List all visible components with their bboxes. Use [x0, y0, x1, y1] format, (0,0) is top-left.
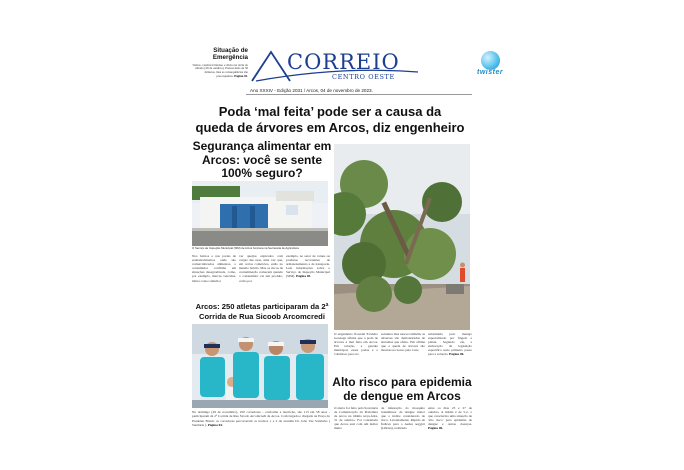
emergency-title-line1: Situação de	[213, 47, 248, 54]
race-headline: Arcos: 250 atletas participaram da 2ª Corrida de Rua Sicoob Arcomcredi	[195, 302, 329, 321]
tree-story-col2: estrutura mas nascer também, as adversas são demonstradas de sintomas que efeito. Em afirma que a queda de árvores são mostras no nosso país. Lute	[381, 332, 425, 353]
race-page-ref: Página 04.	[207, 423, 223, 428]
food-security-page-ref: Página 05.	[296, 274, 312, 279]
emergency-body	[188, 64, 248, 79]
food-security-col2: ver queijos expirados com cargas das ruas, uma vez que, em certos comércios, estão no mesmo balcão. Mas os riscos de contaminação começam quando o consumidor vai um produto, como por	[239, 254, 283, 283]
race-body	[192, 410, 330, 428]
race-body-text	[192, 410, 330, 428]
dengue-body	[334, 406, 472, 431]
newspaper-front-page	[188, 47, 504, 466]
tree-story-col3	[428, 332, 472, 357]
dengue-col3	[428, 406, 472, 431]
emergency-note	[188, 48, 248, 79]
emergency-page-ref: Página 03.	[234, 73, 248, 78]
house-illustration	[192, 181, 328, 246]
inspection-photo-caption: O Serviço de Inspeção Municipal (SIM) de Arcos funciona na Secretaria de Agricultura	[192, 246, 299, 250]
globe-icon	[481, 51, 500, 70]
food-security-headline: Segurança alimentar em Arcos: você se sente 100% seguro?	[192, 139, 332, 180]
fallen-tree-photo	[334, 144, 470, 330]
runners-illustration	[192, 324, 328, 408]
main-headline	[188, 104, 472, 136]
dengue-col1: O alerta foi feito pela Secretaria de Comunicação da Prefeitura de Arcos na última terça-feira, 31 de outubro. Foi constatado que Arcos está com um índice muito	[334, 406, 378, 431]
main-headline-line2: queda de árvores em Arcos, diz engenheiro	[195, 120, 465, 135]
dengue-col2: de infestação do mosquito transmissor da dengue maior que o índice considerado de risco. Levantamento Rápido de Índices para o Aedes aegypti (LIRAa), realizado	[381, 406, 425, 431]
food-security-col3-text: exemplo, no setor de carnes ou produtos recorrentes de armazenamento e de transporte. Leia informações sobre o Serviço de Inspeção Municipal (SIM).	[286, 254, 330, 279]
food-security-body	[192, 254, 330, 283]
food-security-col3	[286, 254, 330, 283]
main-headline-line1: Poda ‘mal feita’ pode ser a causa da	[218, 104, 442, 119]
masthead	[250, 48, 504, 88]
fallen-tree-illustration	[334, 144, 470, 330]
tree-story-col1: O engenheiro florestal Evandro Gonzaga afirma que a poda de árvores é mal feita em Arcos. Em relação, a gerente municipal, essas podas e o volumoso peso na	[334, 332, 378, 357]
inspection-building-photo	[192, 181, 328, 246]
emergency-body-text: Ventos, vendaval intenso e chuva na tarde do sábado (29 de outubro). Passou mais de 30 minutos, mas as consequências são preocupantes.	[192, 62, 248, 78]
tree-story-page-ref: Página 06.	[449, 352, 465, 357]
food-security-col1: Nos bairros e nas portas de estabelecimentos onde são comercializados alimentos, o consumidor confirma em situações desagradáveis, como, por exemplo, marcas vencidas. Outra coisa comum é	[192, 254, 236, 283]
masthead-subtitle: CENTRO OESTE	[332, 73, 395, 81]
masthead-divider	[246, 94, 472, 95]
tree-story-body	[334, 332, 472, 357]
twister-label: twister	[477, 69, 504, 76]
dengue-page-ref: Página 06.	[428, 426, 444, 431]
race-body-span: No domingo (29 de novembro), 250 corredores - conforme a inscrição, são 113 em 58 anos - participaram da 2ª Corrida de Rua Sicoob Arcomcredi de Arcos. Com largada e chegada na Praça do Prudente Brasil, os corredores percorreram os trechos 1 e 2 da avenida Dr. João Vaz Sobrinho ( Santiária ).	[192, 410, 330, 428]
dengue-headline: Alto risco para epidemia de dengue em Arcos	[332, 375, 472, 403]
dengue-col3-text: entre os dias 23 e 27 de outubro. A média é de 5,2, o que caracteriza uma situação de 'alto risco' para epidemia de dengue e outras doenças.	[428, 406, 472, 427]
runners-photo	[192, 324, 328, 408]
edition-line: Ano XXXIV - Edição 2031 / Arcos, 04 de novembro de 2023.	[250, 88, 373, 93]
tree-story-col3-text: substituída pelo manejo especializado por frágeis a planta. Segundo ele, a elaboração de legislação específica seria primeiro passo para a solução.	[428, 332, 472, 357]
masthead-name: CORREIO	[287, 50, 400, 74]
emergency-title-line2: Emergência	[212, 53, 248, 61]
